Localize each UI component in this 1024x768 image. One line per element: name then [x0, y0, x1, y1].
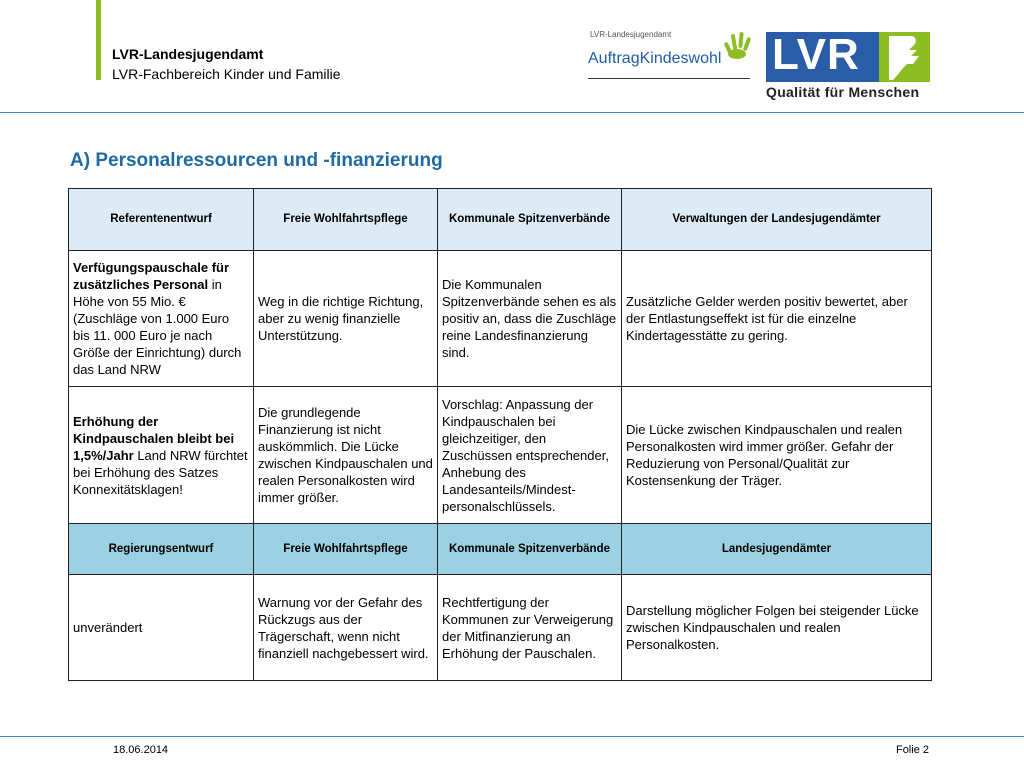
table-cell: Weg in die richtige Richtung, aber zu wenig finanzielle Unterstützung.: [254, 251, 438, 387]
table-cell: Die Lücke zwischen Kindpauschalen und realen Personalkosten wird immer größer. Gefahr der Reduzierung von Personal/Qualität zur Kostensenkung der Träger.: [622, 387, 932, 524]
header-cell: Kommunale Spitzenverbände: [438, 189, 622, 251]
table-cell: [69, 387, 254, 524]
row-topic: Verfügungspauschale für zusätzliches Personal: [73, 260, 230, 292]
footer-date: 18.06.2014: [113, 744, 169, 756]
hands-logo-icon: [722, 28, 754, 60]
row-topic: Erhöhung der Kindpauschalen bleibt bei 1,5%/Jahr: [73, 413, 235, 463]
subheader-cell: Kommunale Spitzenverbände: [438, 524, 622, 575]
subheader-cell: Landesjugendämter: [622, 524, 932, 575]
row-topic-detail: Land NRW fürchtet bei Erhöhung des Satzes Konnexitätsklagen!: [73, 447, 248, 497]
lvr-logo: [766, 32, 930, 82]
header-divider: [0, 112, 1024, 113]
table-cell: Die grundlegende Finanzierung ist nicht auskömmlich. Die Lücke zwischen Kindpauschalen und realen Personalkosten wird immer größer.: [254, 387, 438, 524]
comparison-table: [68, 188, 932, 681]
header-cell: Referentenentwurf: [69, 189, 254, 251]
lvr-claim: Qualität für Menschen: [766, 84, 920, 100]
lvr-logo-text: LVR: [772, 30, 860, 79]
akw-logo-text: AuftragKindeswohl: [588, 50, 722, 67]
subheader-cell: Freie Wohlfahrtspflege: [254, 524, 438, 575]
slide-number: Folie 2: [895, 744, 929, 756]
table-row: [69, 575, 932, 681]
lvr-logo-blue-block: [766, 32, 879, 82]
table-cell: Die Kommunalen Spitzenverbände sehen es als positiv an, dass die Zuschläge reine Landesfinanzierung sind.: [438, 251, 622, 387]
footer-divider: [0, 736, 1024, 737]
page-title: A) Personalressourcen und -finanzierung: [70, 150, 443, 171]
lvr-logo-green-block: [879, 32, 930, 82]
table-header-row: [69, 189, 932, 251]
table-row: [69, 251, 932, 387]
org-department: LVR-Fachbereich Kinder und Familie: [112, 66, 341, 82]
table-cell: unverändert: [69, 575, 254, 681]
akw-subtitle: LVR-Landesjugendamt: [590, 30, 672, 39]
header-cell: Verwaltungen der Landesjugendämter: [622, 189, 932, 251]
table-cell: Darstellung möglicher Folgen bei steigender Lücke zwischen Kindpauschalen und realen Personalkosten.: [622, 575, 932, 681]
table-row: [69, 387, 932, 524]
row-topic-detail: in Höhe von 55 Mio. € (Zuschläge von 1.000 Euro bis 11. 000 Euro je nach Größe der Einrichtung) durch das Land NRW: [73, 277, 242, 377]
table-subheader-row: [69, 524, 932, 575]
akw-underline: [588, 78, 750, 79]
table-cell: Vorschlag: Anpassung der Kindpauschalen bei gleichzeitiger, den Zuschüssen entsprechender, Anhebung des Landesanteils/Mindest-personalschlüssels.: [438, 387, 622, 524]
table-cell: Warnung vor der Gefahr des Rückzugs aus der Trägerschaft, wenn nicht finanziell nachgebessert wird.: [254, 575, 438, 681]
subheader-cell: Regierungsentwurf: [69, 524, 254, 575]
table-cell: Rechtfertigung der Kommunen zur Verweigerung der Mitfinanzierung an Erhöhung der Pauschalen.: [438, 575, 622, 681]
face-profile-icon: [879, 32, 930, 82]
table-cell: Zusätzliche Gelder werden positiv bewertet, aber der Entlastungseffekt ist für die einzelne Kindertagesstätte zu gering.: [622, 251, 932, 387]
org-name: LVR-Landesjugendamt: [112, 46, 264, 62]
table-cell: [69, 251, 254, 387]
header-accent-bar: [96, 0, 101, 80]
header-cell: Freie Wohlfahrtspflege: [254, 189, 438, 251]
